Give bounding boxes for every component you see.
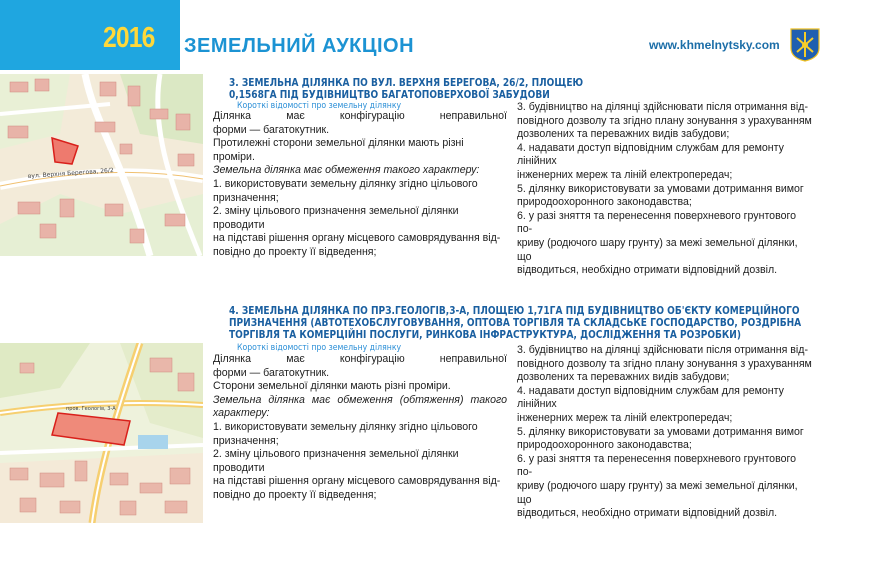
text-line: 4. надавати доступ відповідним службам для ремонту лінійних (517, 384, 784, 411)
page-header (0, 0, 869, 70)
text-line: Земельна ділянка має обмеження (обтяження) такого (213, 393, 507, 406)
coat-of-arms-icon (790, 28, 820, 62)
lot2-right-column (517, 344, 812, 521)
text-line: інженерних мереж та ліній електропередач; (517, 168, 733, 181)
text-line: 1. використовувати земельну ділянку згідно цільового (213, 177, 478, 190)
text-line: повідного дозволу та згідно плану зонування з урахуванням (517, 357, 812, 370)
text-line: криву (родючого шару грунту) за межі земельної ділянки, що (517, 236, 798, 263)
lot2-heading-line: 4. ЗЕМЕЛЬНА ДІЛЯНКА ПО ПРЗ.ГЕОЛОГІВ,3-А, ПЛОЩЕЮ 1,71ГА ПІД БУДІВНИЦТВО ОБ'ЄКТУ КОМЕРЦІЙНОГО (229, 305, 800, 317)
text-line: форми — багатокутник. (213, 123, 330, 136)
lot2-left-column (213, 353, 507, 503)
lot1-map-street-label: вул. Верхня Берегова, 26/2 (27, 167, 114, 180)
lot1-heading-line: 3. ЗЕМЕЛЬНА ДІЛЯНКА ПО ВУЛ. ВЕРХНЯ БЕРЕГОВА, 26/2, ПЛОЩЕЮ (229, 77, 584, 89)
text-line: на підставі рішення органу місцевого самоврядування від- (213, 475, 501, 488)
page-title: ЗЕМЕЛЬНИЙ АУКЦІОН (184, 35, 415, 57)
text-line: дозволених та переважних видів забудови; (517, 128, 730, 141)
lot2-subheading: Короткі відомості про земельну ділянку (237, 343, 402, 353)
text-line: 6. у разі зняття та перенесення поверхневого грунтового по- (517, 209, 796, 236)
lot1-map (0, 74, 203, 256)
text-line: 3. будівництво на ділянці здійснювати після отримання від- (517, 101, 808, 113)
lot2-heading (229, 305, 801, 341)
text-line: повідно до проекту її відведення; (213, 488, 377, 501)
text-line: 2. зміну цільового призначення земельної ділянки проводити (213, 448, 459, 474)
lot2-map-street-label: пров. Геологів, 3-А (66, 406, 116, 412)
text-line: дозволених та переважних видів забудови; (517, 371, 730, 384)
text-line: на підставі рішення органу місцевого самоврядування від- (213, 232, 501, 245)
text-line: форми — багатокутник. (213, 366, 330, 379)
text-line: 2. зміну цільового призначення земельної ділянки проводити (213, 205, 459, 231)
text-line: Сторони земельної ділянки мають різні проміри. (213, 380, 451, 393)
text-line: природоохоронного законодавства; (517, 439, 692, 452)
text-line: криву (родючого шару грунту) за межі земельної ділянки, що (517, 479, 798, 506)
text-line: Протилежні сторони земельної ділянки мають різні проміри. (213, 137, 464, 163)
text-line: відводиться, необхідно отримати відповідний дозвіл. (517, 507, 778, 520)
text-line: повідно до проекту її відведення; (213, 245, 377, 258)
text-line: 4. надавати доступ відповідним службам для ремонту лінійних (517, 141, 784, 168)
lot1-heading-line: 0,1568ГА ПІД БУДІВНИЦТВО БАГАТОПОВЕРХОВОЇ ЗАБУДОВИ (229, 89, 550, 101)
text-line: повідного дозволу та згідно плану зонування з урахуванням (517, 114, 812, 127)
text-line: 6. у разі зняття та перенесення поверхневого грунтового по- (517, 452, 796, 479)
text-line: Земельна ділянка має обмеження такого характеру: (213, 164, 480, 177)
lot1-subheading: Короткі відомості про земельну ділянку (237, 101, 402, 111)
lot2-map (0, 343, 203, 523)
text-line: відводиться, необхідно отримати відповідний дозвіл. (517, 264, 778, 277)
text-line: Ділянка має конфігурацію неправильної (213, 110, 507, 122)
lot2-heading-line: ТОРГІВЛЯ ТА КОМЕРЦІЙНІ ПОСЛУГИ, РИНКОВА ІНФРАСТРУКТУРА, ДОСЛІДЖЕННЯ ТА РОЗРОБКИ) (229, 329, 741, 341)
text-line: природоохоронного законодавства; (517, 196, 692, 209)
text-line: характеру: (213, 407, 270, 420)
lot2-heading-line: ПРИЗНАЧЕННЯ (АВТОТЕХОБСЛУГОВУВАННЯ, ОПТОВА ТОРГІВЛЯ ТА СКЛАДСЬКЕ ГОСПОДАРСТВО, РОЗДРІБНА (229, 317, 802, 329)
website-link[interactable]: www.khmelnytsky.com (649, 38, 780, 52)
text-line: 5. ділянку використовувати за умовами дотримання вимог (517, 182, 804, 195)
year-label: 2016 (103, 22, 155, 54)
text-line: Ділянка має конфігурацію неправильної (213, 353, 507, 365)
lot1-heading (229, 77, 583, 101)
lot1-right-column (517, 101, 812, 278)
text-line: 3. будівництво на ділянці здійснювати після отримання від- (517, 344, 808, 356)
text-line: призначення; (213, 434, 279, 447)
text-line: 1. використовувати земельну ділянку згідно цільового (213, 420, 478, 433)
text-line: 5. ділянку використовувати за умовами дотримання вимог (517, 425, 804, 438)
lot1-left-column (213, 110, 507, 260)
text-line: призначення; (213, 191, 279, 204)
text-line: інженерних мереж та ліній електропередач; (517, 411, 733, 424)
